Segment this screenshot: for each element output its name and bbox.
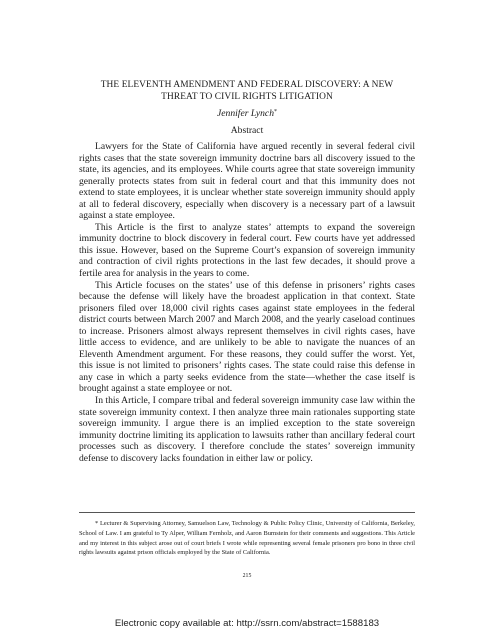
author-footnote-mark[interactable]: * [274,109,277,115]
abstract-body [79,141,415,464]
abstract-paragraph-2: This Article is the first to analyze states’ attempts to expand the sovereign immunity doctrine to block discovery in federal court. Few courts have yet addressed this issue. However, based on the Supreme Court’s expansion of sovereign immunity and contraction of civil rights protections in the last few decades, it should prove a fertile area for analysis in the years to come. [79,221,415,280]
page-number: 215 [242,573,252,579]
abstract-paragraph-4: In this Article, I compare tribal and federal sovereign immunity case law within the state sovereign immunity context. I then analyze three main rationales supporting state sovereign immunity. I argue there is an implied exception to the state sovereign immunity doctrine limiting its application to lawsuits rather than ancillary federal court processes such as discovery. I therefore conclude the states’ sovereign immunity defense to discovery lacks foundation in either law or policy. [79,395,415,464]
author-footnote: * Lecturer & Supervising Attorney, Samuelson Law, Technology & Public Policy Clinic, University of California, Berkeley, School of Law. I am grateful to Ty Alper, William Fernholz, and Aaron Burnstein for their comments and suggestions. This Article and my interest in this subject arose out of court briefs I wrote while representing several female prisoners pro bono in three civil rights lawsuits against prison officials employed by the State of California. [79,520,415,557]
author-name-text: Jennifer Lynch [217,108,274,119]
ssrn-footer-link[interactable]: Electronic copy available at: http://ssrn.com/abstract=1588183 [114,618,380,629]
abstract-paragraph-1: Lawyers for the State of California have argued recently in several federal civil rights cases that the state sovereign immunity doctrine bars all discovery issued to the state, its agencies, and its employees. While courts agree that state sovereign immunity generally protects states from suit in federal court and that this immunity does not extend to state employees, it is unclear whether state sovereign immunity should apply at all to federal discovery, especially when discovery is a necessary part of a lawsuit against a state employee. [79,141,415,222]
abstract-heading: Abstract [230,125,264,136]
abstract-paragraph-3: This Article focuses on the states’ use of this defense in prisoners’ rights cases because the defense will likely have the broadest application in that context. State prisoners filed over 18,000 civil rights cases against state employees in the federal district courts between March 2007 and March 2008, and the yearly caseload continues to increase. Prisoners almost always represent themselves in civil rights cases, have little access to evidence, and are unlikely to be able to navigate the nuances of an Eleventh Amendment argument. For these reasons, they could suffer the worst. Yet, this issue is not limited to prisoners’ rights cases. The state could raise this defense in any case in which a party seeks evidence from the state—whether the case itself is brought against a state employee or not. [79,279,415,395]
footnote-divider [79,512,415,513]
paper-title: THE ELEVENTH AMENDMENT AND FEDERAL DISCOVERY: A NEW THREAT TO CIVIL RIGHTS LITIGATION [100,80,394,102]
author-name [100,108,394,120]
